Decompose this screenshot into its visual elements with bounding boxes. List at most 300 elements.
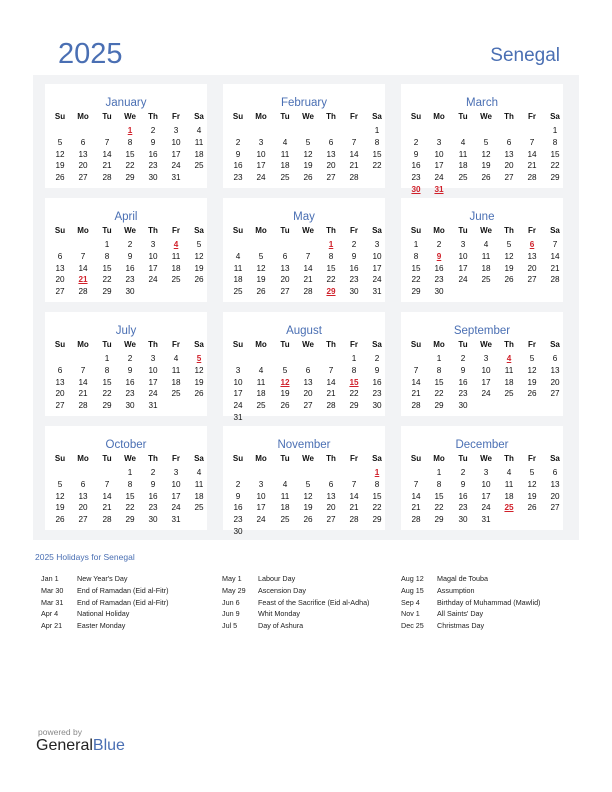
calendar-day: 1: [436, 468, 442, 477]
weekday-header: Su: [54, 226, 66, 235]
calendar-day: 4: [282, 137, 288, 147]
calendar-day: 12: [256, 263, 266, 273]
calendar-day: 30: [148, 173, 158, 183]
calendar-day: 20: [326, 161, 336, 171]
calendar-day: 15: [372, 149, 382, 159]
calendar-day: 27: [78, 173, 88, 183]
calendar-day: 8: [374, 137, 380, 147]
weekday-header: Mo: [255, 340, 267, 349]
weekday-header: We: [480, 112, 492, 121]
holiday-name: Feast of the Sacrifice (Eid al-Adha): [258, 597, 370, 607]
calendar-day: 29: [550, 173, 560, 183]
weekday-header: Tu: [102, 340, 112, 349]
calendar-day: 7: [80, 365, 86, 375]
weekday-header: Fr: [350, 340, 358, 349]
holiday-name: Christmas Day: [437, 621, 485, 631]
calendar-day: 6: [552, 354, 558, 363]
calendar-day: 15: [125, 149, 135, 159]
calendar-day: 27: [303, 401, 313, 411]
calendar-day: 21: [326, 389, 336, 399]
calendar-day: 8: [552, 137, 558, 147]
weekday-header: Tu: [458, 454, 468, 463]
weekday-header: We: [302, 226, 314, 235]
calendar-day: 14: [102, 491, 112, 501]
holiday-day: 15: [349, 377, 359, 387]
brand-general: General: [36, 737, 93, 754]
calendar-day: 21: [303, 275, 313, 285]
calendar-day: 13: [78, 149, 88, 159]
calendar-day: 25: [171, 275, 181, 285]
calendar-day: 22: [372, 503, 382, 513]
calendar-day: 24: [434, 173, 444, 183]
month-name: October: [105, 439, 147, 451]
calendar-day: 17: [481, 377, 491, 387]
calendar-day: 21: [102, 503, 112, 513]
calendar-day: 28: [527, 173, 537, 183]
calendar-day: 11: [194, 479, 204, 489]
calendar-day: 19: [256, 275, 266, 285]
weekday-header: Su: [410, 454, 422, 463]
weekday-header: Mo: [77, 112, 89, 121]
holiday-item: [41, 574, 221, 584]
calendar-day: 6: [57, 365, 63, 375]
calendar-day: 3: [150, 240, 156, 249]
calendar-day: 11: [280, 491, 290, 501]
calendar-day: 19: [481, 161, 491, 171]
calendar-day: 16: [349, 263, 359, 273]
holiday-date: Sep 4: [401, 597, 420, 607]
calendar-day: 13: [326, 491, 336, 501]
weekday-header: Th: [148, 226, 158, 235]
calendar-day: 11: [171, 365, 181, 375]
calendar-day: 9: [235, 491, 241, 501]
calendar-day: 30: [434, 287, 444, 297]
calendar-day: 26: [256, 287, 266, 297]
calendar-day: 12: [481, 149, 491, 159]
month-november: [223, 426, 385, 536]
calendar-day: 19: [504, 263, 514, 273]
calendar-day: 23: [233, 515, 243, 525]
holiday-date: Aug 12: [401, 574, 424, 583]
holiday-name: Labour Day: [258, 574, 296, 583]
calendar-day: 30: [125, 401, 135, 411]
calendar-day: 29: [434, 515, 444, 525]
calendar-day: 23: [349, 275, 359, 285]
weekday-header: Th: [326, 112, 336, 121]
calendar-day: 8: [436, 365, 442, 375]
calendar-day: 4: [483, 240, 489, 249]
calendar-day: 10: [171, 137, 181, 147]
weekday-header: Tu: [280, 226, 290, 235]
calendar-day: 13: [504, 149, 514, 159]
weekday-header: Sa: [372, 112, 382, 121]
calendar-day: 16: [458, 377, 468, 387]
calendar-day: 1: [104, 354, 110, 363]
calendar-day: 15: [434, 377, 444, 387]
weekday-header: Fr: [172, 112, 180, 121]
calendar-day: 15: [102, 377, 112, 387]
calendar-day: 7: [351, 479, 357, 489]
calendar-day: 13: [527, 251, 537, 261]
calendar-day: 5: [258, 251, 264, 261]
calendar-day: 6: [57, 251, 63, 261]
calendar-day: 27: [527, 275, 537, 285]
calendar-day: 16: [458, 491, 468, 501]
calendar-day: 27: [326, 515, 336, 525]
calendar-day: 11: [280, 149, 290, 159]
weekday-header: Su: [410, 226, 422, 235]
calendar-day: 8: [436, 479, 442, 489]
month-name: December: [455, 439, 509, 451]
calendar-day: 25: [194, 161, 204, 171]
calendar-day: 17: [458, 263, 468, 273]
calendar-day: 18: [458, 161, 468, 171]
weekday-header: Tu: [102, 226, 112, 235]
weekday-header: Su: [232, 454, 244, 463]
calendar-day: 4: [173, 354, 179, 363]
weekday-header: Fr: [172, 226, 180, 235]
calendar-day: 20: [550, 377, 560, 387]
calendar-day: 12: [55, 149, 65, 159]
weekday-header: Sa: [372, 340, 382, 349]
weekday-header: Su: [232, 340, 244, 349]
calendar-day: 24: [233, 401, 243, 411]
weekday-header: Tu: [458, 340, 468, 349]
calendar-day: 27: [78, 515, 88, 525]
calendar-day: 30: [148, 515, 158, 525]
weekday-header: Mo: [77, 340, 89, 349]
calendar-day: 1: [413, 240, 419, 249]
calendar-day: 7: [413, 479, 419, 489]
calendar-day: 7: [529, 137, 535, 147]
calendar-day: 12: [194, 365, 204, 375]
calendar-day: 3: [258, 137, 264, 147]
calendar-day: 20: [280, 275, 290, 285]
calendar-day: 14: [527, 149, 537, 159]
calendar-day: 30: [458, 401, 468, 411]
holiday-item: [41, 621, 221, 631]
weekday-header: Fr: [172, 340, 180, 349]
calendar-day: 14: [78, 263, 88, 273]
holiday-date: Apr 21: [41, 621, 63, 631]
weekday-header: Su: [54, 454, 66, 463]
calendar-day: 16: [233, 503, 243, 513]
holiday-item: [401, 574, 581, 584]
calendar-day: 28: [102, 173, 112, 183]
calendar-day: 23: [411, 173, 421, 183]
calendar-day: 31: [171, 173, 181, 183]
calendar-day: 15: [411, 263, 421, 273]
weekday-header: Sa: [550, 112, 560, 121]
calendar-day: 23: [434, 275, 444, 285]
holiday-name: End of Ramadan (Eid al-Fitr): [77, 597, 169, 607]
month-february: [223, 84, 385, 188]
calendar-day: 9: [235, 149, 241, 159]
calendar-day: 3: [483, 354, 489, 363]
calendar-day: 29: [434, 401, 444, 411]
calendar-day: 21: [349, 161, 359, 171]
weekday-header: We: [124, 340, 136, 349]
calendar-day: 28: [411, 401, 421, 411]
calendar-day: 29: [372, 515, 382, 525]
calendar-day: 1: [552, 126, 558, 135]
calendar-day: 3: [258, 479, 264, 489]
calendar-day: 26: [194, 389, 204, 399]
calendar-day: 14: [326, 377, 336, 387]
calendar-day: 5: [483, 137, 489, 147]
holiday-day: 4: [506, 354, 512, 363]
weekday-header: Su: [232, 226, 244, 235]
weekday-header: Sa: [194, 454, 204, 463]
calendar-day: 2: [460, 468, 466, 477]
calendar-day: 8: [374, 479, 380, 489]
calendar-day: 12: [527, 479, 537, 489]
calendar-day: 27: [280, 287, 290, 297]
calendar-day: 14: [349, 149, 359, 159]
calendar-day: 26: [55, 515, 65, 525]
calendar-day: 18: [171, 377, 181, 387]
calendar-day: 30: [349, 287, 359, 297]
month-name: January: [105, 97, 147, 109]
calendar-day: 14: [303, 263, 313, 273]
weekday-header: Su: [232, 112, 244, 121]
holiday-item: [41, 609, 221, 619]
holiday-date: Aug 15: [401, 585, 424, 595]
calendar-day: 3: [173, 468, 179, 477]
calendar-day: 8: [127, 137, 133, 147]
calendar-day: 10: [458, 251, 468, 261]
weekday-header: Fr: [172, 454, 180, 463]
weekday-header: Sa: [194, 112, 204, 121]
calendar-day: 13: [280, 263, 290, 273]
calendar-day: 11: [504, 365, 514, 375]
holiday-date: Jul 5: [222, 621, 238, 631]
calendar-day: 7: [413, 365, 419, 375]
calendar-day: 31: [148, 401, 158, 411]
calendar-day: 18: [504, 491, 514, 501]
calendar-day: 2: [460, 354, 466, 363]
calendar-day: 10: [481, 479, 491, 489]
weekday-header: Fr: [528, 112, 536, 121]
calendar-day: 9: [150, 137, 156, 147]
calendar-day: 12: [194, 251, 204, 261]
calendar-day: 29: [102, 401, 112, 411]
calendar-day: 21: [411, 503, 421, 513]
calendar-day: 28: [550, 275, 560, 285]
weekday-header: Su: [410, 340, 422, 349]
calendar-day: 6: [305, 365, 311, 375]
holiday-date: Apr 4: [41, 609, 59, 619]
calendar-day: 11: [481, 251, 491, 261]
calendar-day: 6: [506, 137, 512, 147]
calendar-day: 13: [550, 479, 560, 489]
calendar-day: 25: [280, 515, 290, 525]
calendar-day: 23: [233, 173, 243, 183]
calendar-day: 5: [305, 137, 311, 147]
weekday-header: We: [302, 112, 314, 121]
calendar-day: 2: [235, 137, 241, 147]
holiday-item: [41, 598, 221, 608]
calendar-day: 18: [481, 263, 491, 273]
calendar-day: 31: [372, 287, 382, 297]
calendar-day: 19: [194, 263, 204, 273]
holiday-day: 29: [326, 287, 336, 297]
weekday-header: Mo: [255, 454, 267, 463]
holiday-day: 6: [529, 240, 535, 249]
weekday-header: Tu: [102, 112, 112, 121]
calendar-day: 14: [411, 491, 421, 501]
calendar-day: 15: [372, 491, 382, 501]
calendar-day: 17: [372, 263, 382, 273]
calendar-day: 27: [326, 173, 336, 183]
calendar-day: 28: [78, 401, 88, 411]
month-may: [223, 198, 385, 302]
weekday-header: Sa: [550, 454, 560, 463]
calendar-day: 2: [150, 468, 156, 477]
weekday-header: We: [124, 112, 136, 121]
calendar-day: 18: [256, 389, 266, 399]
calendar-day: 9: [351, 251, 357, 261]
calendar-day: 3: [150, 354, 156, 363]
calendar-day: 4: [506, 468, 512, 477]
calendar-day: 27: [550, 503, 560, 513]
holiday-day: 30: [411, 185, 421, 194]
calendar-day: 2: [436, 240, 442, 249]
calendar-day: 8: [104, 251, 110, 261]
calendar-day: 10: [434, 149, 444, 159]
holiday-name: Whit Monday: [258, 609, 300, 619]
calendar-day: 3: [436, 137, 442, 147]
calendar-day: 24: [171, 161, 181, 171]
calendar-day: 8: [351, 365, 357, 375]
calendar-day: 8: [413, 251, 419, 261]
calendar-day: 15: [125, 491, 135, 501]
calendar-day: 4: [235, 251, 241, 261]
calendar-day: 25: [256, 401, 266, 411]
calendar-day: 3: [173, 126, 179, 135]
calendar-day: 24: [148, 275, 158, 285]
calendar-day: 2: [150, 126, 156, 135]
calendar-day: 21: [78, 389, 88, 399]
weekday-header: Su: [54, 112, 66, 121]
calendar-day: 4: [258, 365, 264, 375]
weekday-header: Mo: [433, 340, 445, 349]
calendar-day: 31: [481, 515, 491, 525]
holiday-date: Mar 31: [41, 597, 64, 607]
month-name: March: [466, 97, 498, 109]
calendar-day: 13: [55, 377, 65, 387]
calendar-day: 10: [481, 365, 491, 375]
weekday-header: Mo: [433, 112, 445, 121]
calendar-day: 28: [411, 515, 421, 525]
calendar-day: 22: [102, 275, 112, 285]
holiday-item: [401, 621, 581, 631]
holiday-date: Nov 1: [401, 609, 420, 619]
calendar-day: 22: [125, 161, 135, 171]
calendar-day: 22: [550, 161, 560, 171]
weekday-header: Tu: [102, 454, 112, 463]
holiday-day: 12: [280, 377, 290, 387]
calendar-day: 24: [481, 389, 491, 399]
calendar-day: 1: [351, 354, 357, 363]
calendar-day: 13: [78, 491, 88, 501]
calendar-day: 25: [194, 503, 204, 513]
weekday-header: Tu: [458, 112, 468, 121]
calendar-day: 26: [194, 275, 204, 285]
calendar-day: 6: [328, 137, 334, 147]
calendar-day: 6: [552, 468, 558, 477]
calendar-day: 17: [148, 263, 158, 273]
weekday-header: Fr: [528, 340, 536, 349]
calendar-day: 11: [233, 263, 243, 273]
calendar-day: 22: [102, 389, 112, 399]
weekday-header: We: [480, 454, 492, 463]
calendar-day: 2: [127, 240, 133, 249]
weekday-header: Tu: [280, 454, 290, 463]
weekday-header: Th: [504, 454, 514, 463]
calendar-day: 11: [256, 377, 266, 387]
calendar-day: 28: [349, 173, 359, 183]
calendar-day: 20: [303, 389, 313, 399]
calendar-day: 7: [305, 251, 311, 261]
calendar-day: 22: [411, 275, 421, 285]
calendar-day: 10: [256, 149, 266, 159]
holiday-day: 1: [328, 240, 334, 249]
month-name: July: [115, 325, 137, 337]
calendar-day: 13: [55, 263, 65, 273]
calendar-day: 1: [374, 126, 380, 135]
calendar-day: 10: [233, 377, 243, 387]
brand-logo[interactable]: [36, 737, 125, 755]
calendar-day: 30: [125, 287, 135, 297]
weekday-header: Mo: [433, 226, 445, 235]
holiday-name: All Saints' Day: [437, 609, 484, 619]
calendar-day: 6: [80, 137, 86, 147]
calendar-day: 12: [55, 491, 65, 501]
calendar-day: 7: [351, 137, 357, 147]
holidays-title: 2025 Holidays for Senegal: [35, 552, 135, 562]
calendar-day: 30: [233, 527, 243, 536]
holiday-name: Ascension Day: [258, 585, 306, 595]
month-december: [401, 426, 563, 530]
holiday-item: [222, 609, 402, 619]
calendar-day: 3: [235, 365, 241, 375]
calendar-day: 13: [550, 365, 560, 375]
holiday-day: 4: [173, 240, 179, 249]
month-name: August: [286, 325, 322, 337]
calendar-day: 2: [235, 479, 241, 489]
holiday-name: Birthday of Muhammad (Mawlid): [437, 597, 541, 607]
calendar-day: 22: [326, 275, 336, 285]
holiday-name: Day of Ashura: [258, 621, 304, 631]
calendar-day: 9: [460, 365, 466, 375]
holiday-day: 25: [504, 503, 514, 513]
calendar-day: 20: [326, 503, 336, 513]
calendar-day: 4: [460, 137, 466, 147]
calendar-day: 20: [55, 389, 65, 399]
calendar-day: 16: [372, 377, 382, 387]
holiday-date: Dec 25: [401, 621, 424, 631]
calendar-day: 27: [550, 389, 560, 399]
holiday-item: [401, 609, 581, 619]
weekday-header: Tu: [458, 226, 468, 235]
calendar-day: 14: [78, 377, 88, 387]
weekday-header: Fr: [350, 454, 358, 463]
calendar-day: 2: [413, 137, 419, 147]
calendar-day: 7: [80, 251, 86, 261]
calendar-day: 20: [527, 263, 537, 273]
calendar-day: 24: [256, 173, 266, 183]
